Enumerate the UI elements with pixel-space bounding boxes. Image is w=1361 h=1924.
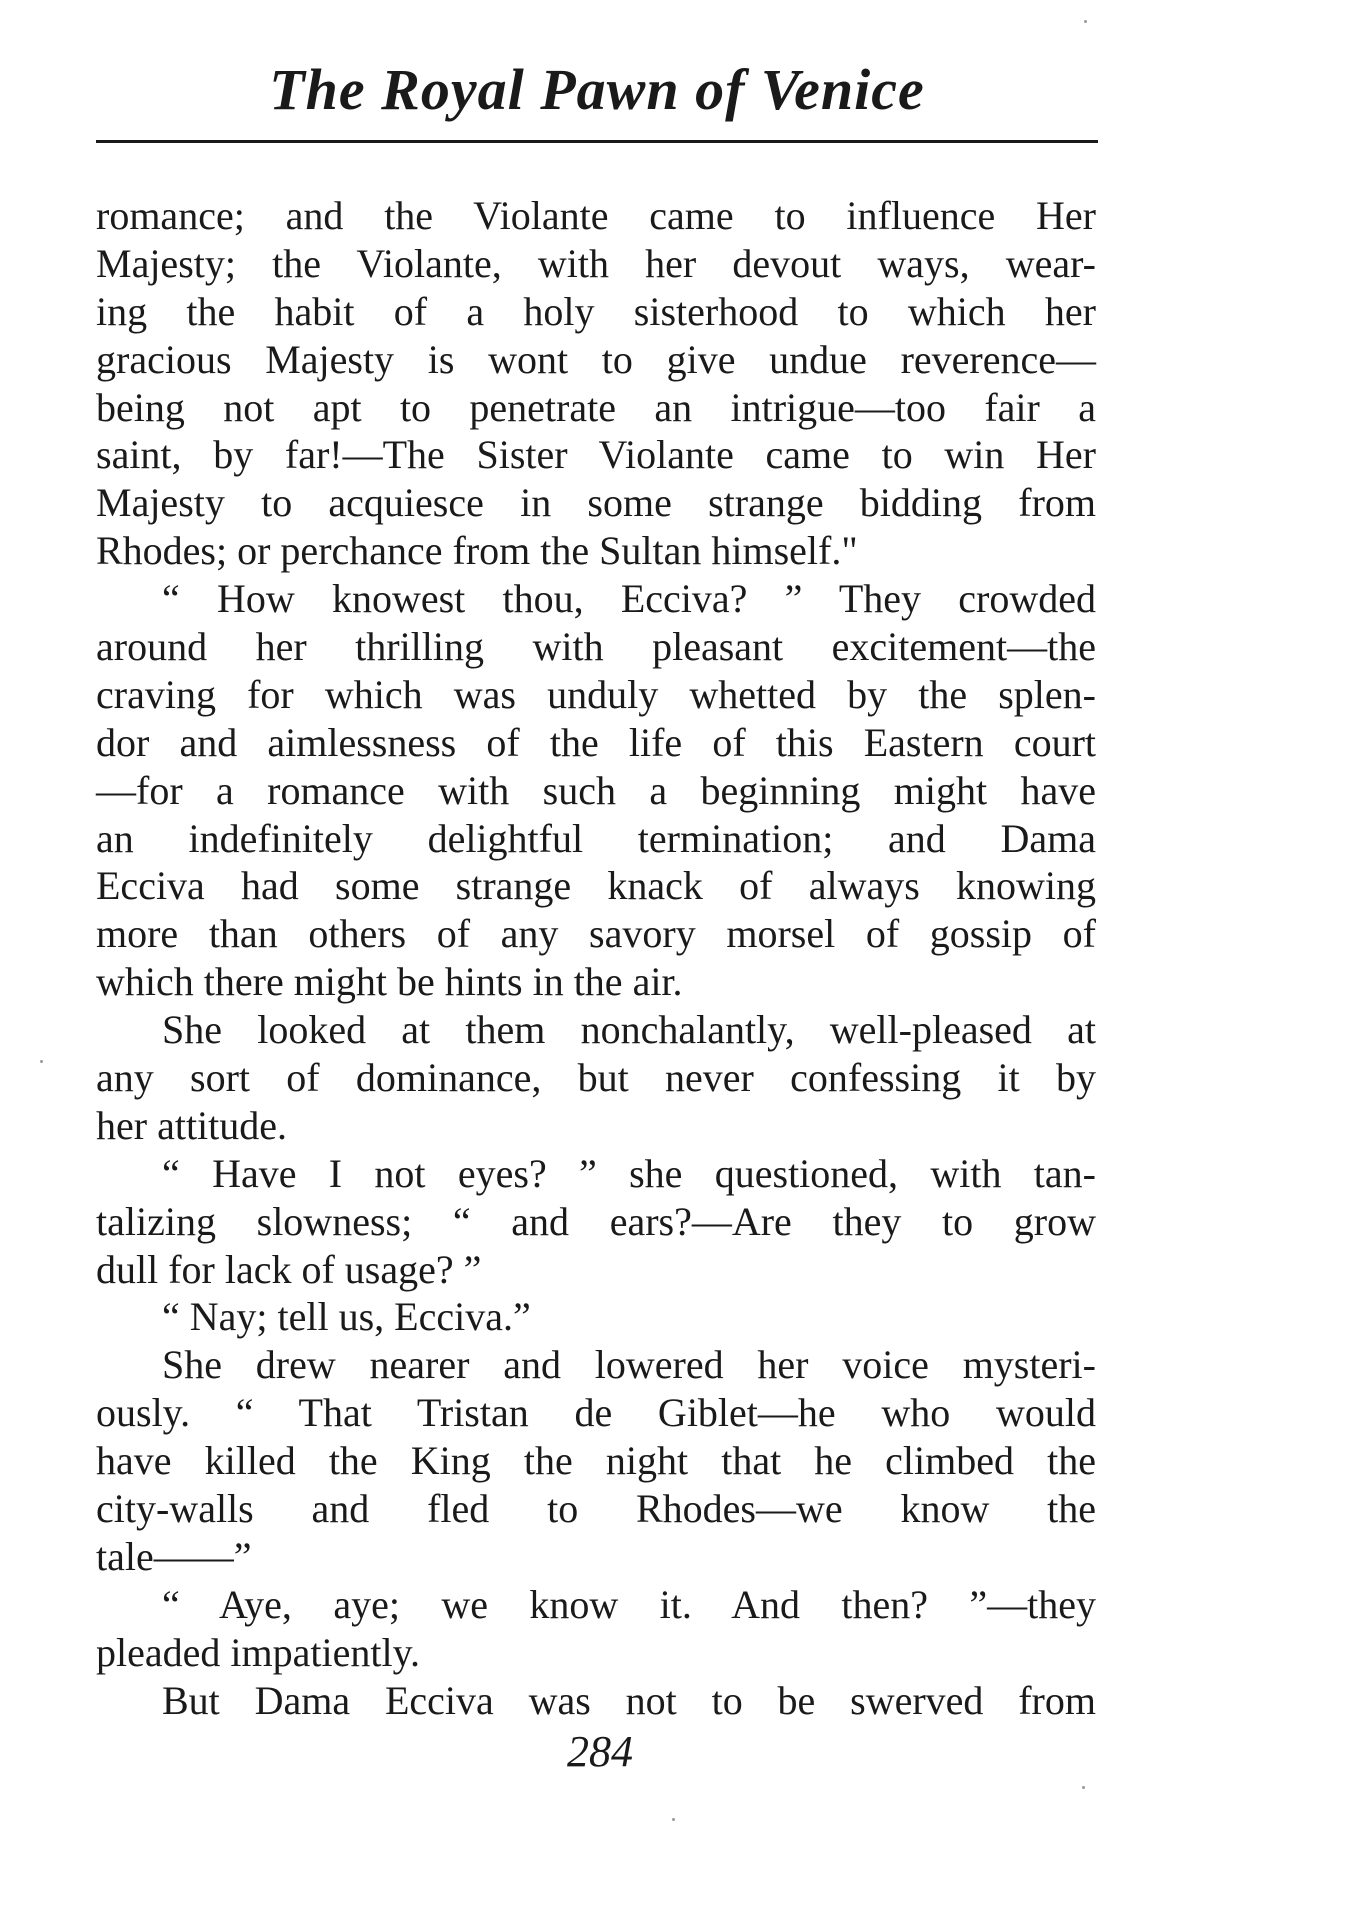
text-line: more than others of any savory morsel of gossip of — [96, 911, 1096, 957]
text-line: Majesty; the Violante, with her devout ways, wear- — [96, 240, 1096, 286]
text-line: She drew nearer and lowered her voice mysteri- — [162, 1342, 1096, 1388]
text-line: tale——” — [96, 1533, 252, 1579]
text-line: have killed the King the night that he climbed the — [96, 1438, 1096, 1484]
page-number: 284 — [567, 1727, 633, 1776]
text-line: romance; and the Violante came to influence Her — [96, 193, 1096, 238]
paper-speck — [1084, 20, 1087, 23]
text-line: dull for lack of usage? ” — [96, 1246, 482, 1292]
text-line: “ How knowest thou, Ecciva? ” They crowded — [162, 576, 1096, 622]
text-line: which there might be hints in the air. — [96, 959, 683, 1005]
text-line: around her thrilling with pleasant excitement—the — [96, 624, 1096, 670]
text-line: gracious Majesty is wont to give undue reverence— — [96, 336, 1096, 382]
paper-speck — [672, 1818, 675, 1821]
header-rule — [96, 140, 1098, 143]
text-line: dor and aimlessness of the life of this Eastern court — [96, 719, 1096, 765]
text-line: Rhodes; or perchance from the Sultan himself." — [96, 528, 858, 574]
running-head: The Royal Pawn of Venice — [269, 57, 925, 122]
text-line: ing the habit of a holy sisterhood to which her — [96, 288, 1096, 334]
text-line: “ Nay; tell us, Ecciva.” — [162, 1294, 531, 1340]
text-line: —for a romance with such a beginning might have — [96, 767, 1096, 813]
body-text — [96, 192, 1096, 1725]
text-line: city-walls and fled to Rhodes—we know the — [96, 1486, 1096, 1532]
paper-speck — [40, 1060, 43, 1063]
text-line: She looked at them nonchalantly, well-pleased at — [162, 1007, 1096, 1053]
text-line: any sort of dominance, but never confessing it by — [96, 1055, 1096, 1101]
text-line: “ Aye, aye; we know it. And then? ”—they — [162, 1581, 1096, 1627]
text-line: being not apt to penetrate an intrigue—too fair a — [96, 384, 1096, 430]
text-line: an indefinitely delightful termination; and Dama — [96, 815, 1096, 861]
text-line: Majesty to acquiesce in some strange bidding from — [96, 480, 1096, 526]
text-line: “ Have I not eyes? ” she questioned, with tan- — [162, 1150, 1096, 1196]
text-line: talizing slowness; “ and ears?—Are they to grow — [96, 1198, 1096, 1244]
text-line: But Dama Ecciva was not to be swerved from — [162, 1677, 1096, 1723]
text-line: craving for which was unduly whetted by the splen- — [96, 671, 1096, 717]
paper-speck — [1082, 1786, 1085, 1789]
text-line: ously. “ That Tristan de Giblet—he who would — [96, 1390, 1096, 1436]
text-line: her attitude. — [96, 1102, 288, 1148]
text-line: pleaded impatiently. — [96, 1629, 420, 1675]
text-line: Ecciva had some strange knack of always knowing — [96, 863, 1096, 909]
text-line: saint, by far!—The Sister Violante came to win Her — [96, 432, 1096, 478]
